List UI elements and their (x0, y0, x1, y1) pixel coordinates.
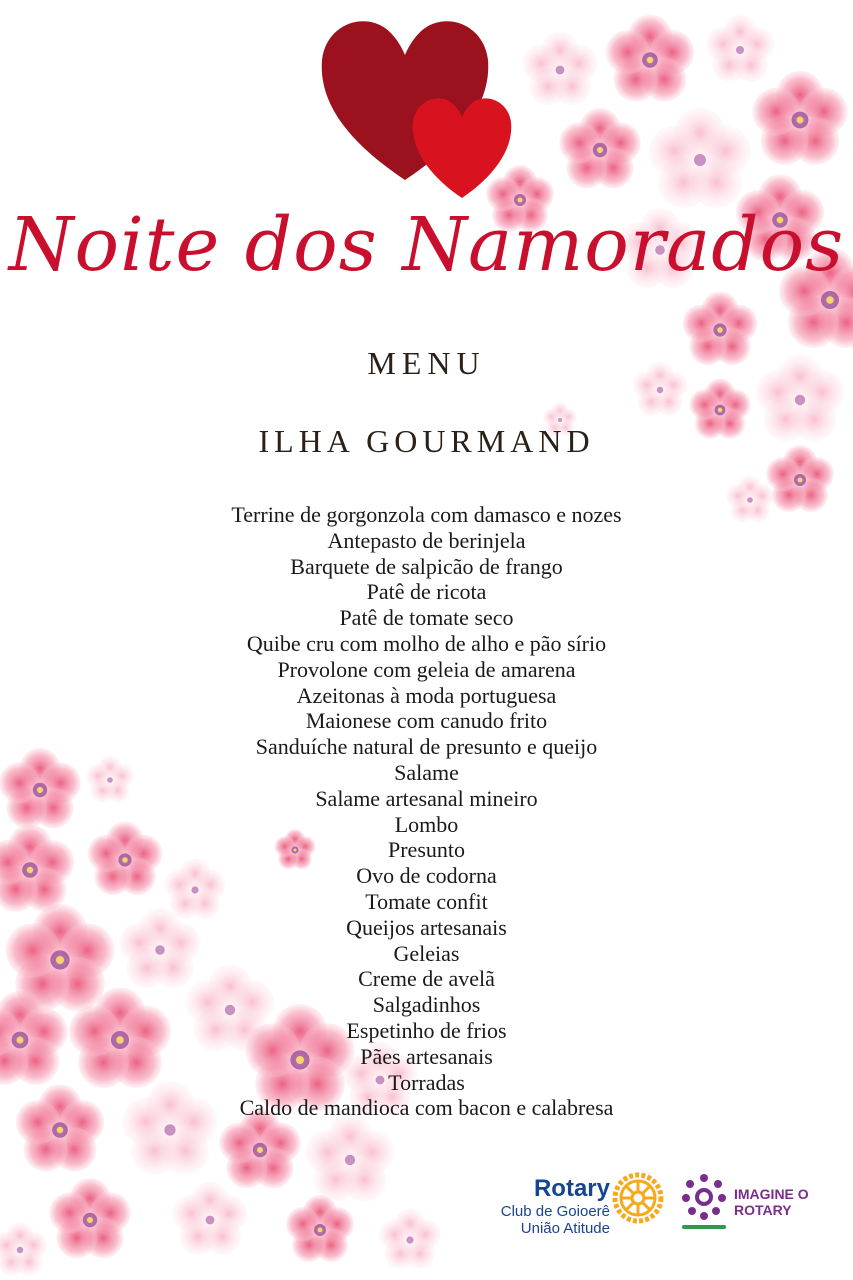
menu-item: Lombo (394, 811, 459, 837)
menu-item: Provolone com geleia de amarena (277, 656, 576, 682)
imagine-line2: ROTARY (734, 1202, 792, 1218)
menu-item: Antepasto de berinjela (327, 527, 526, 553)
menu-item: Sanduíche natural de presunto e queijo (255, 734, 598, 760)
menu-item: Creme de avelã (358, 966, 495, 992)
club-name-line2: União Atitude (520, 1220, 610, 1237)
menu-item: Salame artesanal mineiro (315, 785, 538, 811)
menu-item: Queijos artesanais (346, 914, 507, 940)
menu-item: Geleias (393, 940, 460, 966)
rotary-club-logo (470, 1175, 610, 1237)
menu-item: Patê de tomate seco (339, 605, 514, 631)
club-name-line1: Club de Goioerê (500, 1203, 610, 1220)
menu-item: Salame (394, 759, 459, 785)
rotary-wordmark: Rotary (533, 1175, 610, 1202)
imagine-line1: IMAGINE O (734, 1186, 809, 1202)
menu-item: Maionese com canudo frito (305, 708, 548, 734)
menu-item: Terrine de gorgonzola com damasco e nozes (231, 502, 622, 527)
menu-item: Ovo de codorna (356, 863, 497, 889)
section-heading: ILHA GOURMAND (258, 423, 595, 459)
page-title: Noite dos Namorados (8, 202, 845, 288)
menu-items-list (0, 502, 853, 1121)
menu-item: Salgadinhos (372, 992, 481, 1018)
menu-item: Patê de ricota (366, 579, 487, 605)
imagine-rotary-text (734, 1186, 844, 1218)
menu-item: Barquete de salpicão de frango (290, 553, 563, 579)
menu-item: Azeitonas à moda portuguesa (296, 682, 557, 708)
menu-heading: MENU (367, 345, 486, 381)
imagine-rotary-icon (680, 1172, 728, 1232)
menu-item: Torradas (388, 1069, 465, 1095)
menu-item: Espetinho de frios (346, 1017, 507, 1043)
menu-item: Pães artesanais (360, 1043, 493, 1069)
menu-item: Tomate confit (365, 888, 488, 914)
rotary-wheel-icon (612, 1172, 664, 1224)
menu-item: Caldo de mandioca com bacon e calabresa (239, 1095, 614, 1121)
menu-item: Presunto (388, 837, 465, 863)
menu-item: Quibe cru com molho de alho e pão sírio (246, 630, 607, 656)
